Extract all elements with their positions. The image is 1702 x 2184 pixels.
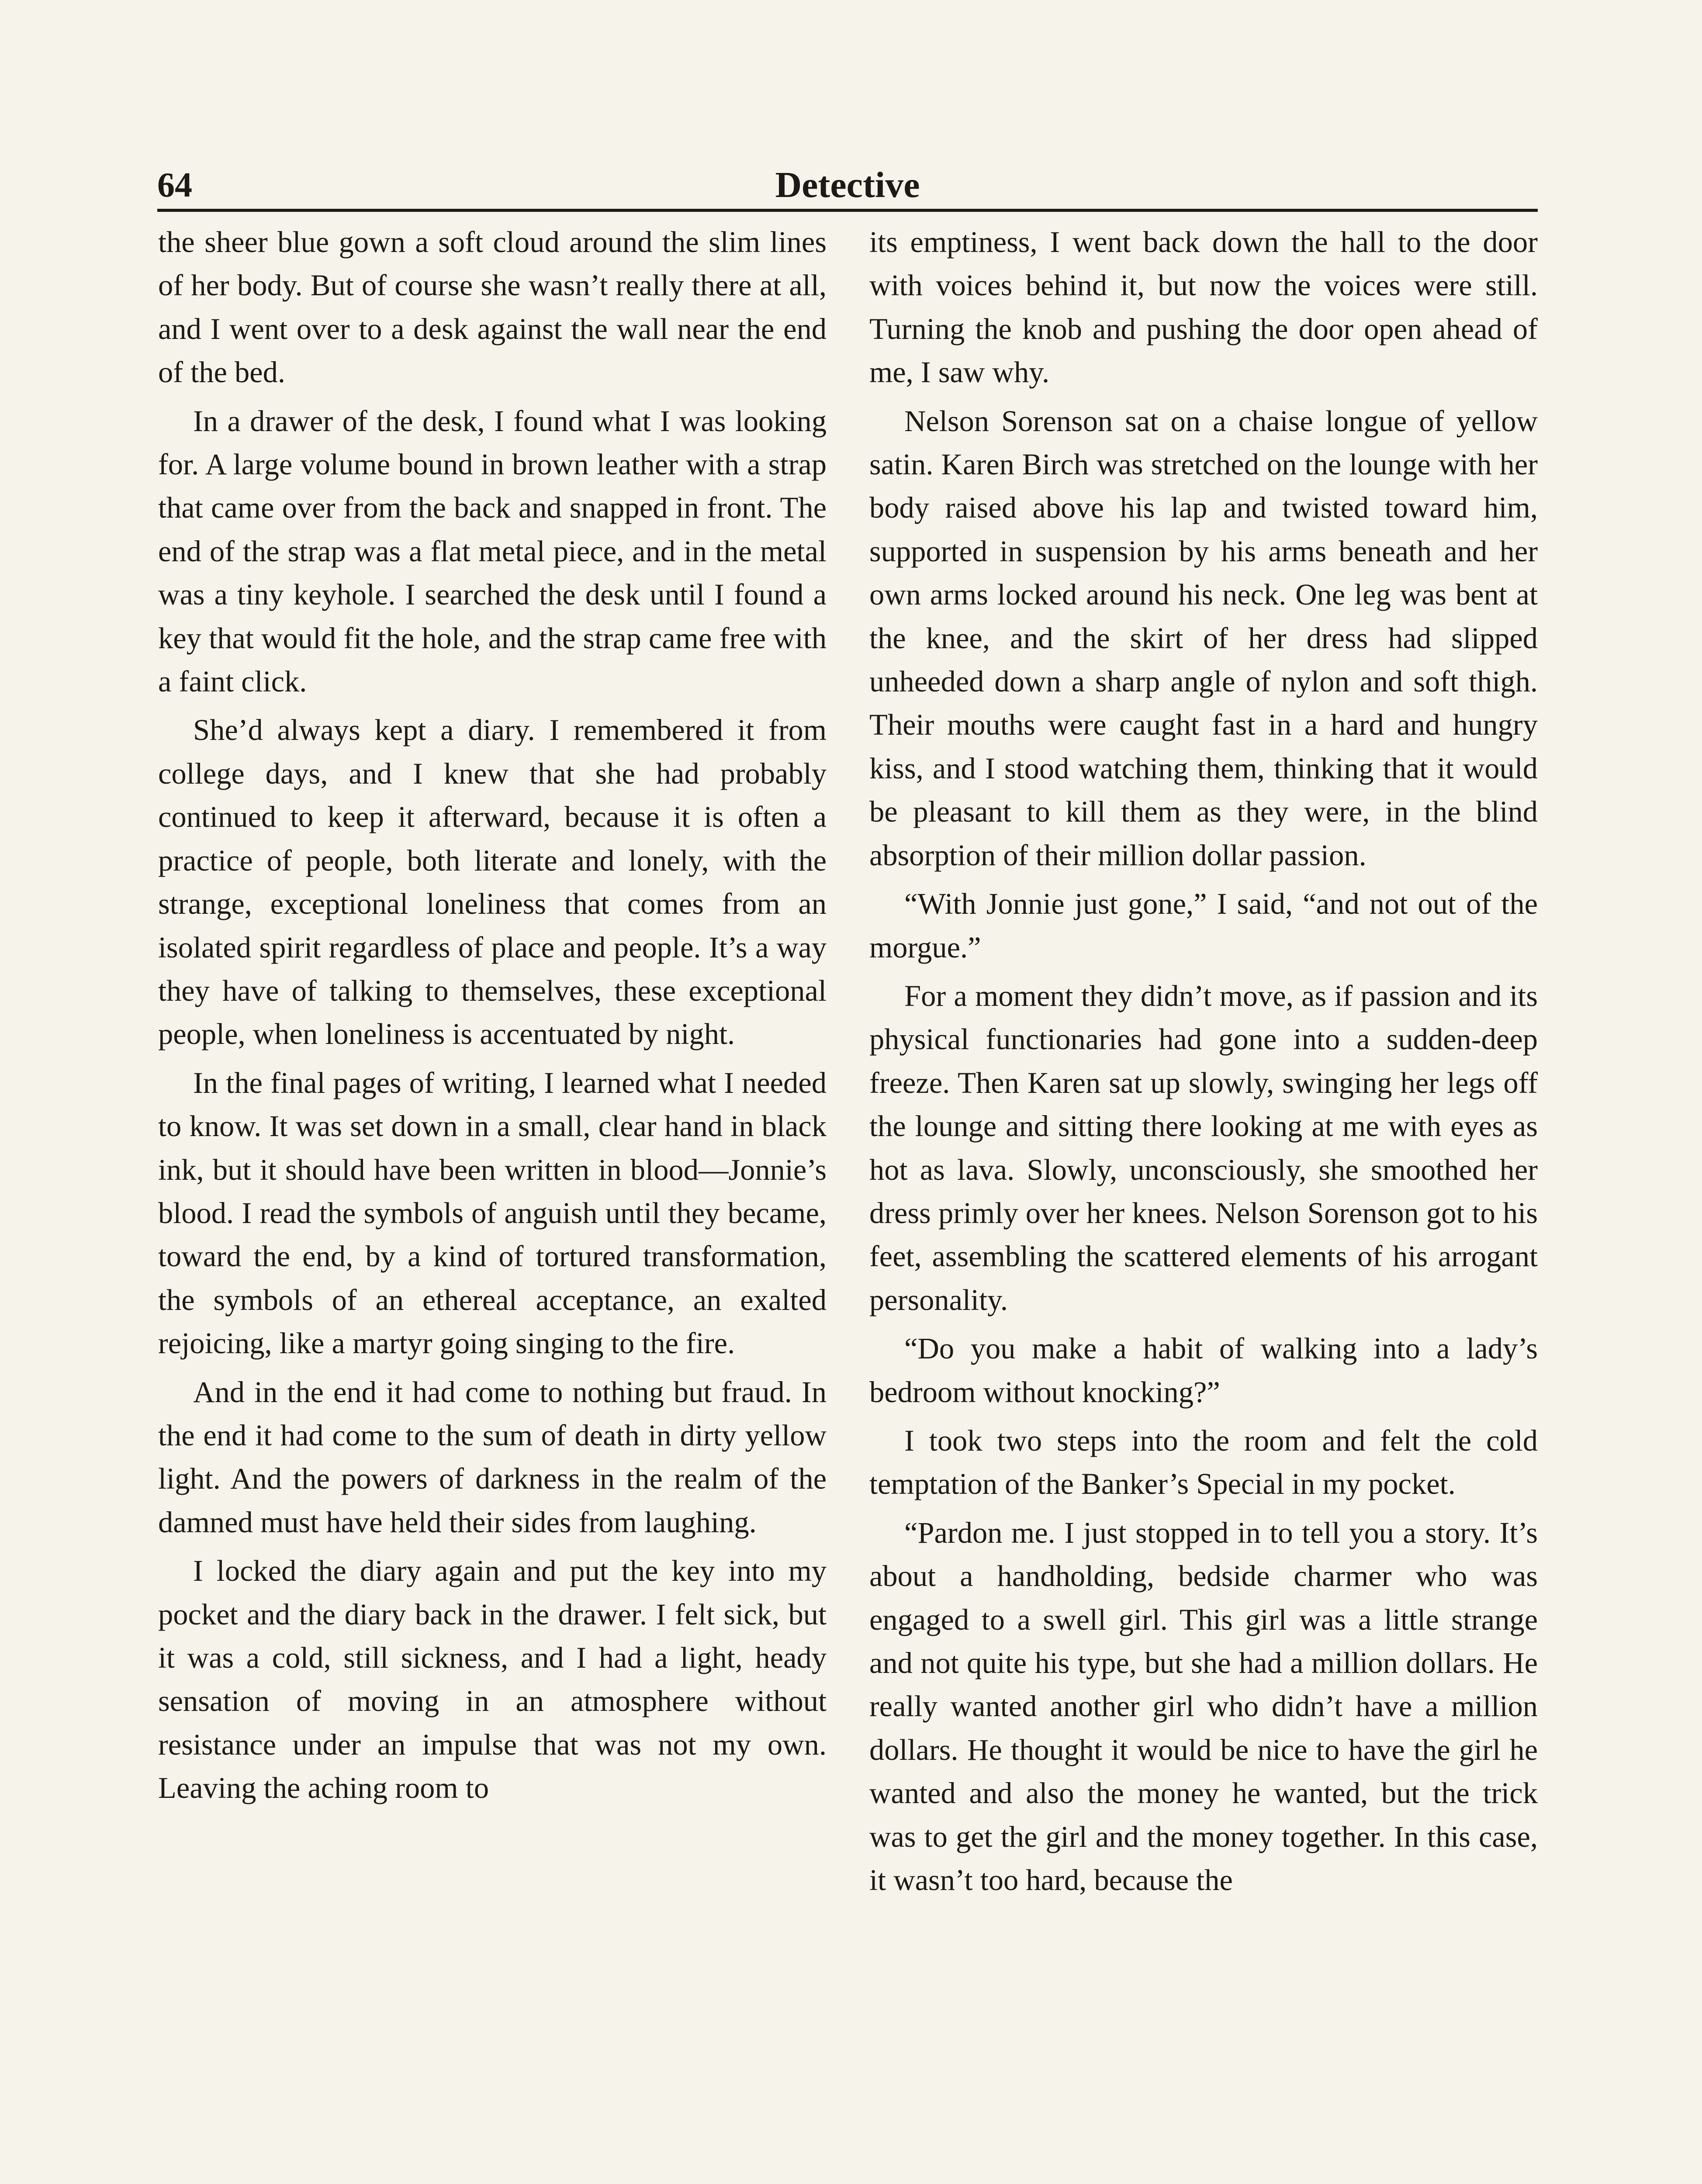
paragraph: Nelson Sorenson sat on a chaise longue of yellow satin. Karen Birch was stretched on the lounge with her body raised above his lap and twisted toward him, supported in suspension by his arms beneath and her own arms locked around his neck. One leg was bent at the knee, and the skirt of her dress had slipped unheeded down a sharp angle of nylon and soft thigh. Their mouths were caught fast in a hard and hungry kiss, and I stood watching them, thinking that it would be pleasant to kill them as they were, in the blind absorption of their million dollar passion. bbox=[869, 404, 1538, 872]
paragraph: its emptiness, I went back down the hall to the door with voices behind it, but now the voices were still. Turning the knob and pushing the door open ahead of me, I saw why. bbox=[869, 225, 1538, 389]
left-column bbox=[158, 221, 827, 1815]
paragraph: And in the end it had come to nothing but fraud. In the end it had come to the sum of death in dirty yellow light. And the powers of darkness in the realm of the damned must have held their sides from laughing. bbox=[158, 1375, 827, 1539]
paragraph: In a drawer of the desk, I found what I was looking for. A large volume bound in brown leather with a strap that came over from the back and snapped in front. The end of the strap was a flat metal piece, and in the metal was a tiny keyhole. I searched the desk until I found a key that would fit the hole, and the strap came free with a faint click. bbox=[158, 404, 827, 698]
header-rule bbox=[157, 209, 1538, 212]
page-header bbox=[157, 161, 1538, 209]
paragraph: I took two steps into the room and felt the cold temptation of the Banker’s Special in my pocket. bbox=[869, 1424, 1538, 1501]
right-column bbox=[869, 221, 1538, 1907]
running-title: Detective bbox=[775, 165, 920, 205]
paragraph: She’d always kept a diary. I remembered it from college days, and I knew that she had probably continued to keep it afterward, because it is often a practice of people, both literate and lonely, with the strange, exceptional loneliness that comes from an isolated spirit regardless of place and people. It’s a way they have of talking to themselves, these exceptional people, when loneliness is accentuated by night. bbox=[158, 713, 827, 1051]
paragraph: the sheer blue gown a soft cloud around the slim lines of her body. But of course she wasn’t really there at all, and I went over to a desk against the wall near the end of the bed. bbox=[158, 225, 827, 389]
paragraph: “Do you make a habit of walking into a lady’s bedroom without knocking?” bbox=[869, 1332, 1538, 1409]
page-number: 64 bbox=[157, 166, 192, 204]
paragraph: For a moment they didn’t move, as if passion and its physical functionaries had gone into a sudden-deep freeze. Then Karen sat up slowly, swinging her legs off the lounge and sitting there looking at me with eyes as hot as lava. Slowly, unconsciously, she smoothed her dress primly over her knees. Nelson Sorenson got to his feet, assembling the scattered elements of his arrogant personality. bbox=[869, 979, 1538, 1317]
paragraph: “Pardon me. I just stopped in to tell you a story. It’s about a handholding, bedside charmer who was engaged to a swell girl. This girl was a little strange and not quite his type, but she had a million dollars. He really wanted another girl who didn’t have a million dollars. He thought it would be nice to have the girl he wanted and also the money he wanted, but the trick was to get the girl and the money together. In this case, it wasn’t too hard, because the bbox=[869, 1516, 1538, 1897]
paragraph: In the final pages of writing, I learned what I needed to know. It was set down in a small, clear hand in black ink, but it should have been written in blood—Jonnie’s blood. I read the symbols of anguish until they became, toward the end, by a kind of tortured transformation, the symbols of an ethereal acceptance, an exalted rejoicing, like a martyr going singing to the fire. bbox=[158, 1066, 827, 1360]
paragraph: I locked the diary again and put the key into my pocket and the diary back in the drawer. I felt sick, but it was a cold, still sickness, and I had a light, heady sensation of moving in an atmosphere without resistance under an impulse that was not my own. Leaving the aching room to bbox=[158, 1554, 827, 1805]
paragraph: “With Jonnie just gone,” I said, “and not out of the morgue.” bbox=[869, 887, 1538, 964]
